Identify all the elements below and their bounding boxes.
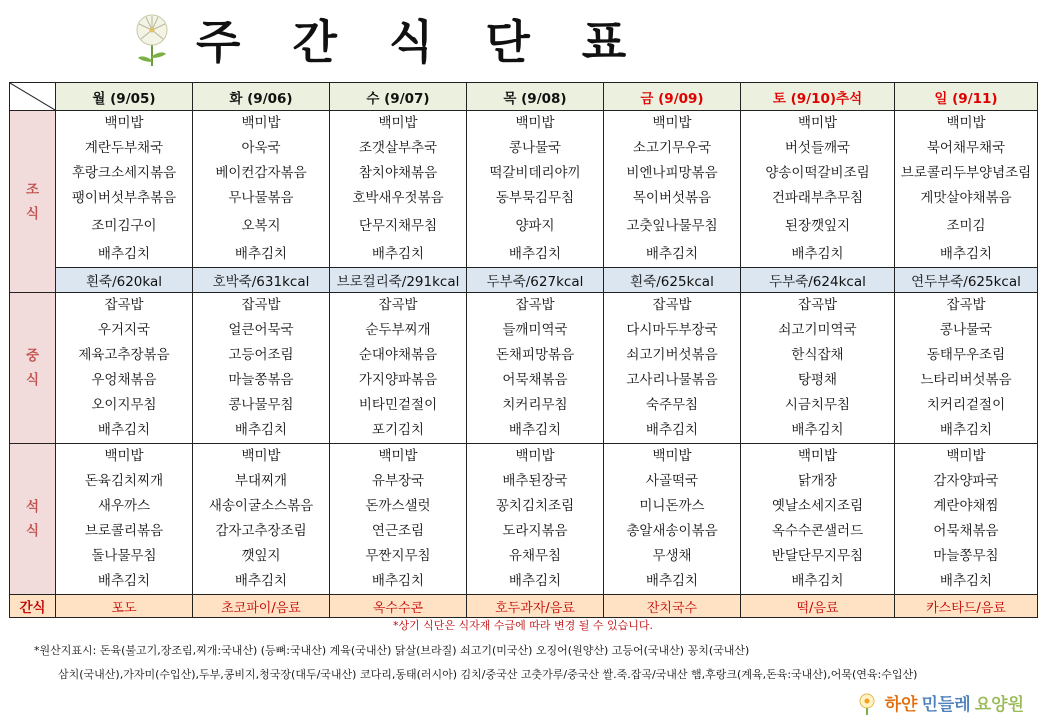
- menu-item: 배추김치: [645, 573, 699, 589]
- snack-cell: 호두과자/음료: [467, 595, 604, 618]
- menu-item: 느타리버섯볶음: [920, 372, 1012, 388]
- menu-item: 잡곡밥: [797, 297, 838, 313]
- dinner-cell: [741, 444, 895, 595]
- menu-item: 도라지볶음: [502, 523, 568, 539]
- menu-item: 오이지무침: [91, 397, 157, 413]
- lunch-cell: [467, 293, 604, 444]
- menu-item: 어묵채볶음: [502, 372, 568, 388]
- lunch-cell: [895, 293, 1038, 444]
- menu-item: 백미밥: [515, 448, 555, 464]
- menu-item: 꽁치김치조림: [495, 498, 575, 514]
- snack-row: [10, 595, 1038, 618]
- snack-label: 간식: [10, 595, 56, 618]
- breakfast-cell: [56, 111, 193, 268]
- menu-item: 잡곡밥: [515, 297, 555, 313]
- day-header-row: [10, 83, 1038, 111]
- menu-item: 단무지채무침: [358, 218, 438, 234]
- dinner-label: 석 식: [10, 444, 56, 595]
- menu-item: 오복지: [241, 218, 281, 234]
- snack-cell: 초코파이/음료: [193, 595, 330, 618]
- menu-item: 무나물볶음: [228, 190, 294, 206]
- menu-item: 팽이버섯부추볶음: [71, 190, 177, 206]
- menu-item: 양파지: [515, 218, 555, 234]
- porridge-cell: 호박죽/631kcal: [193, 268, 330, 293]
- menu-item: 배추김치: [939, 573, 993, 589]
- snack-cell: 잔치국수: [604, 595, 741, 618]
- day-header: 토 (9/10)추석: [741, 83, 895, 111]
- lunch-cell: [330, 293, 467, 444]
- lunch-cell: [604, 293, 741, 444]
- page-title: 주 간 식 단 표: [196, 15, 645, 69]
- porridge-cell: 흰죽/620kal: [56, 268, 193, 293]
- menu-item: 배추김치: [371, 573, 425, 589]
- menu-item: 반달단무지무침: [771, 548, 864, 564]
- snack-cell: 떡/음료: [741, 595, 895, 618]
- menu-item: 감자고추장조림: [215, 523, 307, 539]
- dandelion-logo-icon: [855, 691, 879, 715]
- menu-item: 배추김치: [97, 573, 151, 589]
- menu-item: 연근조림: [371, 523, 425, 539]
- porridge-row: [10, 268, 1038, 293]
- weekly-menu-table: [9, 82, 1038, 618]
- corner-cell: [10, 83, 56, 111]
- origin-line-2: 삼치(국내산),가자미(수입산),두부,콩비지,청국장(대두/국내산) 코다리,동태(러시아) 김치/중국산 고춧가루/중국산 쌀.죽.잡곡/국내산 햄,후랑크(계육,돈육:국내산),어묵(연육:수입산): [58, 668, 918, 681]
- menu-item: 잡곡밥: [652, 297, 692, 313]
- dinner-cell: [330, 444, 467, 595]
- breakfast-cell: [895, 111, 1038, 268]
- lunch-row: [10, 293, 1038, 444]
- menu-item: 무짠지무침: [365, 548, 431, 564]
- day-header: 화 (9/06): [193, 83, 330, 111]
- day-header: 일 (9/11): [895, 83, 1038, 111]
- day-header: 수 (9/07): [330, 83, 467, 111]
- porridge-cell: 브로컬리죽/291kcal: [330, 268, 467, 293]
- menu-item: 백미밥: [515, 115, 555, 131]
- menu-item: 어묵채볶음: [933, 523, 999, 539]
- menu-item: 감자양파국: [933, 473, 999, 489]
- snack-cell: 옥수수콘: [330, 595, 467, 618]
- menu-item: 북어채무채국: [926, 140, 1006, 156]
- porridge-cell: 두부죽/627kcal: [467, 268, 604, 293]
- menu-item: 우엉채볶음: [91, 372, 157, 388]
- menu-item: 호박새우젓볶음: [352, 190, 444, 206]
- menu-item: 백미밥: [946, 115, 986, 131]
- dinner-cell: [467, 444, 604, 595]
- menu-item: 옛날소세지조림: [771, 498, 864, 514]
- menu-item: 백미밥: [378, 115, 418, 131]
- menu-item: 쇠고기미역국: [778, 322, 857, 338]
- menu-item: 총알새송이볶음: [626, 523, 718, 539]
- breakfast-cell: [604, 111, 741, 268]
- menu-item: 한식잡채: [791, 347, 844, 363]
- menu-item: 계란야채찜: [933, 498, 999, 514]
- menu-item: 돈육김치찌개: [84, 473, 164, 489]
- menu-item: 고사리나물볶음: [626, 372, 718, 388]
- porridge-cell: 흰죽/625kcal: [604, 268, 741, 293]
- brand-part-3: 요양원: [974, 695, 1024, 715]
- menu-item: 백미밥: [104, 115, 144, 131]
- menu-item: 잡곡밥: [241, 297, 281, 313]
- breakfast-cell: [330, 111, 467, 268]
- menu-item: 양송이떡갈비조림: [765, 165, 870, 181]
- menu-item: 배추김치: [791, 573, 844, 589]
- menu-item: 배추김치: [645, 246, 699, 262]
- dinner-cell: [56, 444, 193, 595]
- menu-item: 백미밥: [241, 448, 281, 464]
- menu-item: 고춧잎나물무침: [626, 218, 718, 234]
- porridge-cell: 연두부죽/625kcal: [895, 268, 1038, 293]
- dinner-row: [10, 444, 1038, 595]
- menu-item: 소고기무우국: [632, 140, 712, 156]
- menu-item: 떡갈비데리야끼: [489, 165, 581, 181]
- brand-part-1: 하얀: [884, 695, 918, 715]
- menu-item: 유채무침: [508, 548, 562, 564]
- menu-item: 배추김치: [234, 422, 288, 438]
- menu-item: 미니돈까스: [639, 498, 705, 514]
- menu-item: 조갯살부추국: [358, 140, 438, 156]
- menu-item: 고등어조림: [228, 347, 294, 363]
- menu-item: 쇠고기버섯볶음: [626, 347, 718, 363]
- menu-item: 게맛살야채볶음: [920, 190, 1012, 206]
- menu-item: 조미김: [946, 218, 986, 234]
- menu-item: 새송이굴소스볶음: [208, 498, 314, 514]
- menu-item: 잡곡밥: [378, 297, 418, 313]
- menu-item: 돈채피망볶음: [495, 347, 575, 363]
- menu-item: 배추김치: [508, 422, 562, 438]
- menu-item: 배추김치: [508, 246, 562, 262]
- snack-cell: 포도: [56, 595, 193, 618]
- title-area: [130, 4, 644, 74]
- menu-item: 배추김치: [791, 246, 844, 262]
- menu-item: 건파래부추무침: [771, 190, 864, 206]
- porridge-cell: 두부죽/624kcal: [741, 268, 895, 293]
- menu-item: 비타민겉절이: [358, 397, 438, 413]
- menu-item: 배추김치: [508, 573, 562, 589]
- menu-item: 포기김치: [371, 422, 425, 438]
- menu-item: 순대야채볶음: [358, 347, 438, 363]
- menu-item: 비엔나피망볶음: [626, 165, 718, 181]
- lunch-cell: [741, 293, 895, 444]
- menu-item: 된장깻잎지: [784, 218, 851, 234]
- menu-item: 돌나물무침: [91, 548, 157, 564]
- menu-item: 콩나물국: [939, 322, 993, 338]
- menu-item: 아욱국: [241, 140, 281, 156]
- menu-item: 탕평채: [797, 372, 838, 388]
- menu-item: 시금치무침: [784, 397, 851, 413]
- menu-item: 콩나물국: [508, 140, 562, 156]
- menu-item: 사골떡국: [645, 473, 699, 489]
- menu-item: 브로콜리볶음: [84, 523, 164, 539]
- menu-item: 얼큰어묵국: [228, 322, 294, 338]
- breakfast-cell: [741, 111, 895, 268]
- menu-item: 우거지국: [97, 322, 151, 338]
- menu-item: 돈까스샐럿: [365, 498, 431, 514]
- menu-item: 백미밥: [797, 115, 838, 131]
- menu-item: 조미김구이: [91, 218, 157, 234]
- menu-item: 배추된장국: [502, 473, 568, 489]
- menu-item: 배추김치: [371, 246, 425, 262]
- day-header: 금 (9/09): [604, 83, 741, 111]
- menu-item: 백미밥: [241, 115, 281, 131]
- day-header: 월 (9/05): [56, 83, 193, 111]
- menu-item: 옥수수콘샐러드: [771, 523, 864, 539]
- breakfast-row: [10, 111, 1038, 268]
- menu-item: 목이버섯볶음: [632, 190, 712, 206]
- menu-item: 백미밥: [378, 448, 418, 464]
- menu-item: 배추김치: [97, 246, 151, 262]
- menu-item: 가지양파볶음: [358, 372, 438, 388]
- brand-logo: [855, 690, 1024, 715]
- menu-item: 잡곡밥: [946, 297, 986, 313]
- menu-item: 잡곡밥: [104, 297, 144, 313]
- breakfast-cell: [193, 111, 330, 268]
- menu-item: 베이컨감자볶음: [215, 165, 307, 181]
- menu-item: 제육고추장볶음: [78, 347, 170, 363]
- menu-item: 깻잎지: [241, 548, 281, 564]
- menu-item: 순두부찌개: [365, 322, 431, 338]
- menu-item: 백미밥: [652, 115, 692, 131]
- origin-line-1: *원산지표시: 돈육(불고기,장조림,찌개:국내산) (등뼈:국내산) 계육(국내산) 닭살(브라질) 쇠고기(미국산) 오징어(원양산) 고등어(국내산) 꽁치(국내산): [34, 644, 750, 657]
- menu-item: 배추김치: [939, 422, 993, 438]
- menu-item: 백미밥: [946, 448, 986, 464]
- lunch-cell: [56, 293, 193, 444]
- menu-item: 계란두부채국: [84, 140, 164, 156]
- menu-item: 배추김치: [645, 422, 699, 438]
- menu-item: 숙주무침: [645, 397, 699, 413]
- breakfast-label: 조 식: [10, 111, 56, 293]
- menu-item: 닭개장: [797, 473, 838, 489]
- menu-item: 동부묵김무침: [495, 190, 575, 206]
- menu-item: 배추김치: [234, 573, 288, 589]
- menu-item: 배추김치: [234, 246, 288, 262]
- menu-item: 배추김치: [791, 422, 844, 438]
- menu-item: 버섯들깨국: [784, 140, 851, 156]
- breakfast-cell: [467, 111, 604, 268]
- menu-item: 들깨미역국: [502, 322, 568, 338]
- menu-item: 다시마두부장국: [626, 322, 718, 338]
- menu-item: 마늘쫑볶음: [228, 372, 294, 388]
- menu-item: 콩나물무침: [228, 397, 294, 413]
- dandelion-icon: [130, 10, 174, 68]
- day-header: 목 (9/08): [467, 83, 604, 111]
- menu-item: 치커리겉절이: [926, 397, 1006, 413]
- menu-item: 참치야채볶음: [358, 165, 438, 181]
- menu-item: 백미밥: [104, 448, 144, 464]
- menu-item: 백미밥: [797, 448, 838, 464]
- lunch-label: 중 식: [10, 293, 56, 444]
- menu-item: 배추김치: [97, 422, 151, 438]
- dinner-cell: [895, 444, 1038, 595]
- menu-item: 백미밥: [652, 448, 692, 464]
- menu-item: 부대찌개: [234, 473, 288, 489]
- menu-item: 치커리무침: [502, 397, 568, 413]
- lunch-cell: [193, 293, 330, 444]
- brand-part-2: 민들레: [921, 695, 971, 715]
- menu-item: 무생채: [652, 548, 692, 564]
- menu-item: 배추김치: [939, 246, 993, 262]
- menu-item: 후랑크소세지볶음: [71, 165, 177, 181]
- menu-item: 마늘쫑무침: [933, 548, 999, 564]
- snack-cell: 카스타드/음료: [895, 595, 1038, 618]
- notice-text: *상기 식단은 식자재 수급에 따라 변경 될 수 있습니다.: [392, 619, 654, 632]
- dinner-cell: [604, 444, 741, 595]
- menu-item: 브로콜리두부양념조림: [900, 165, 1032, 181]
- menu-item: 유부장국: [371, 473, 425, 489]
- menu-item: 새우까스: [97, 498, 151, 514]
- menu-item: 동태무우조림: [926, 347, 1006, 363]
- dinner-cell: [193, 444, 330, 595]
